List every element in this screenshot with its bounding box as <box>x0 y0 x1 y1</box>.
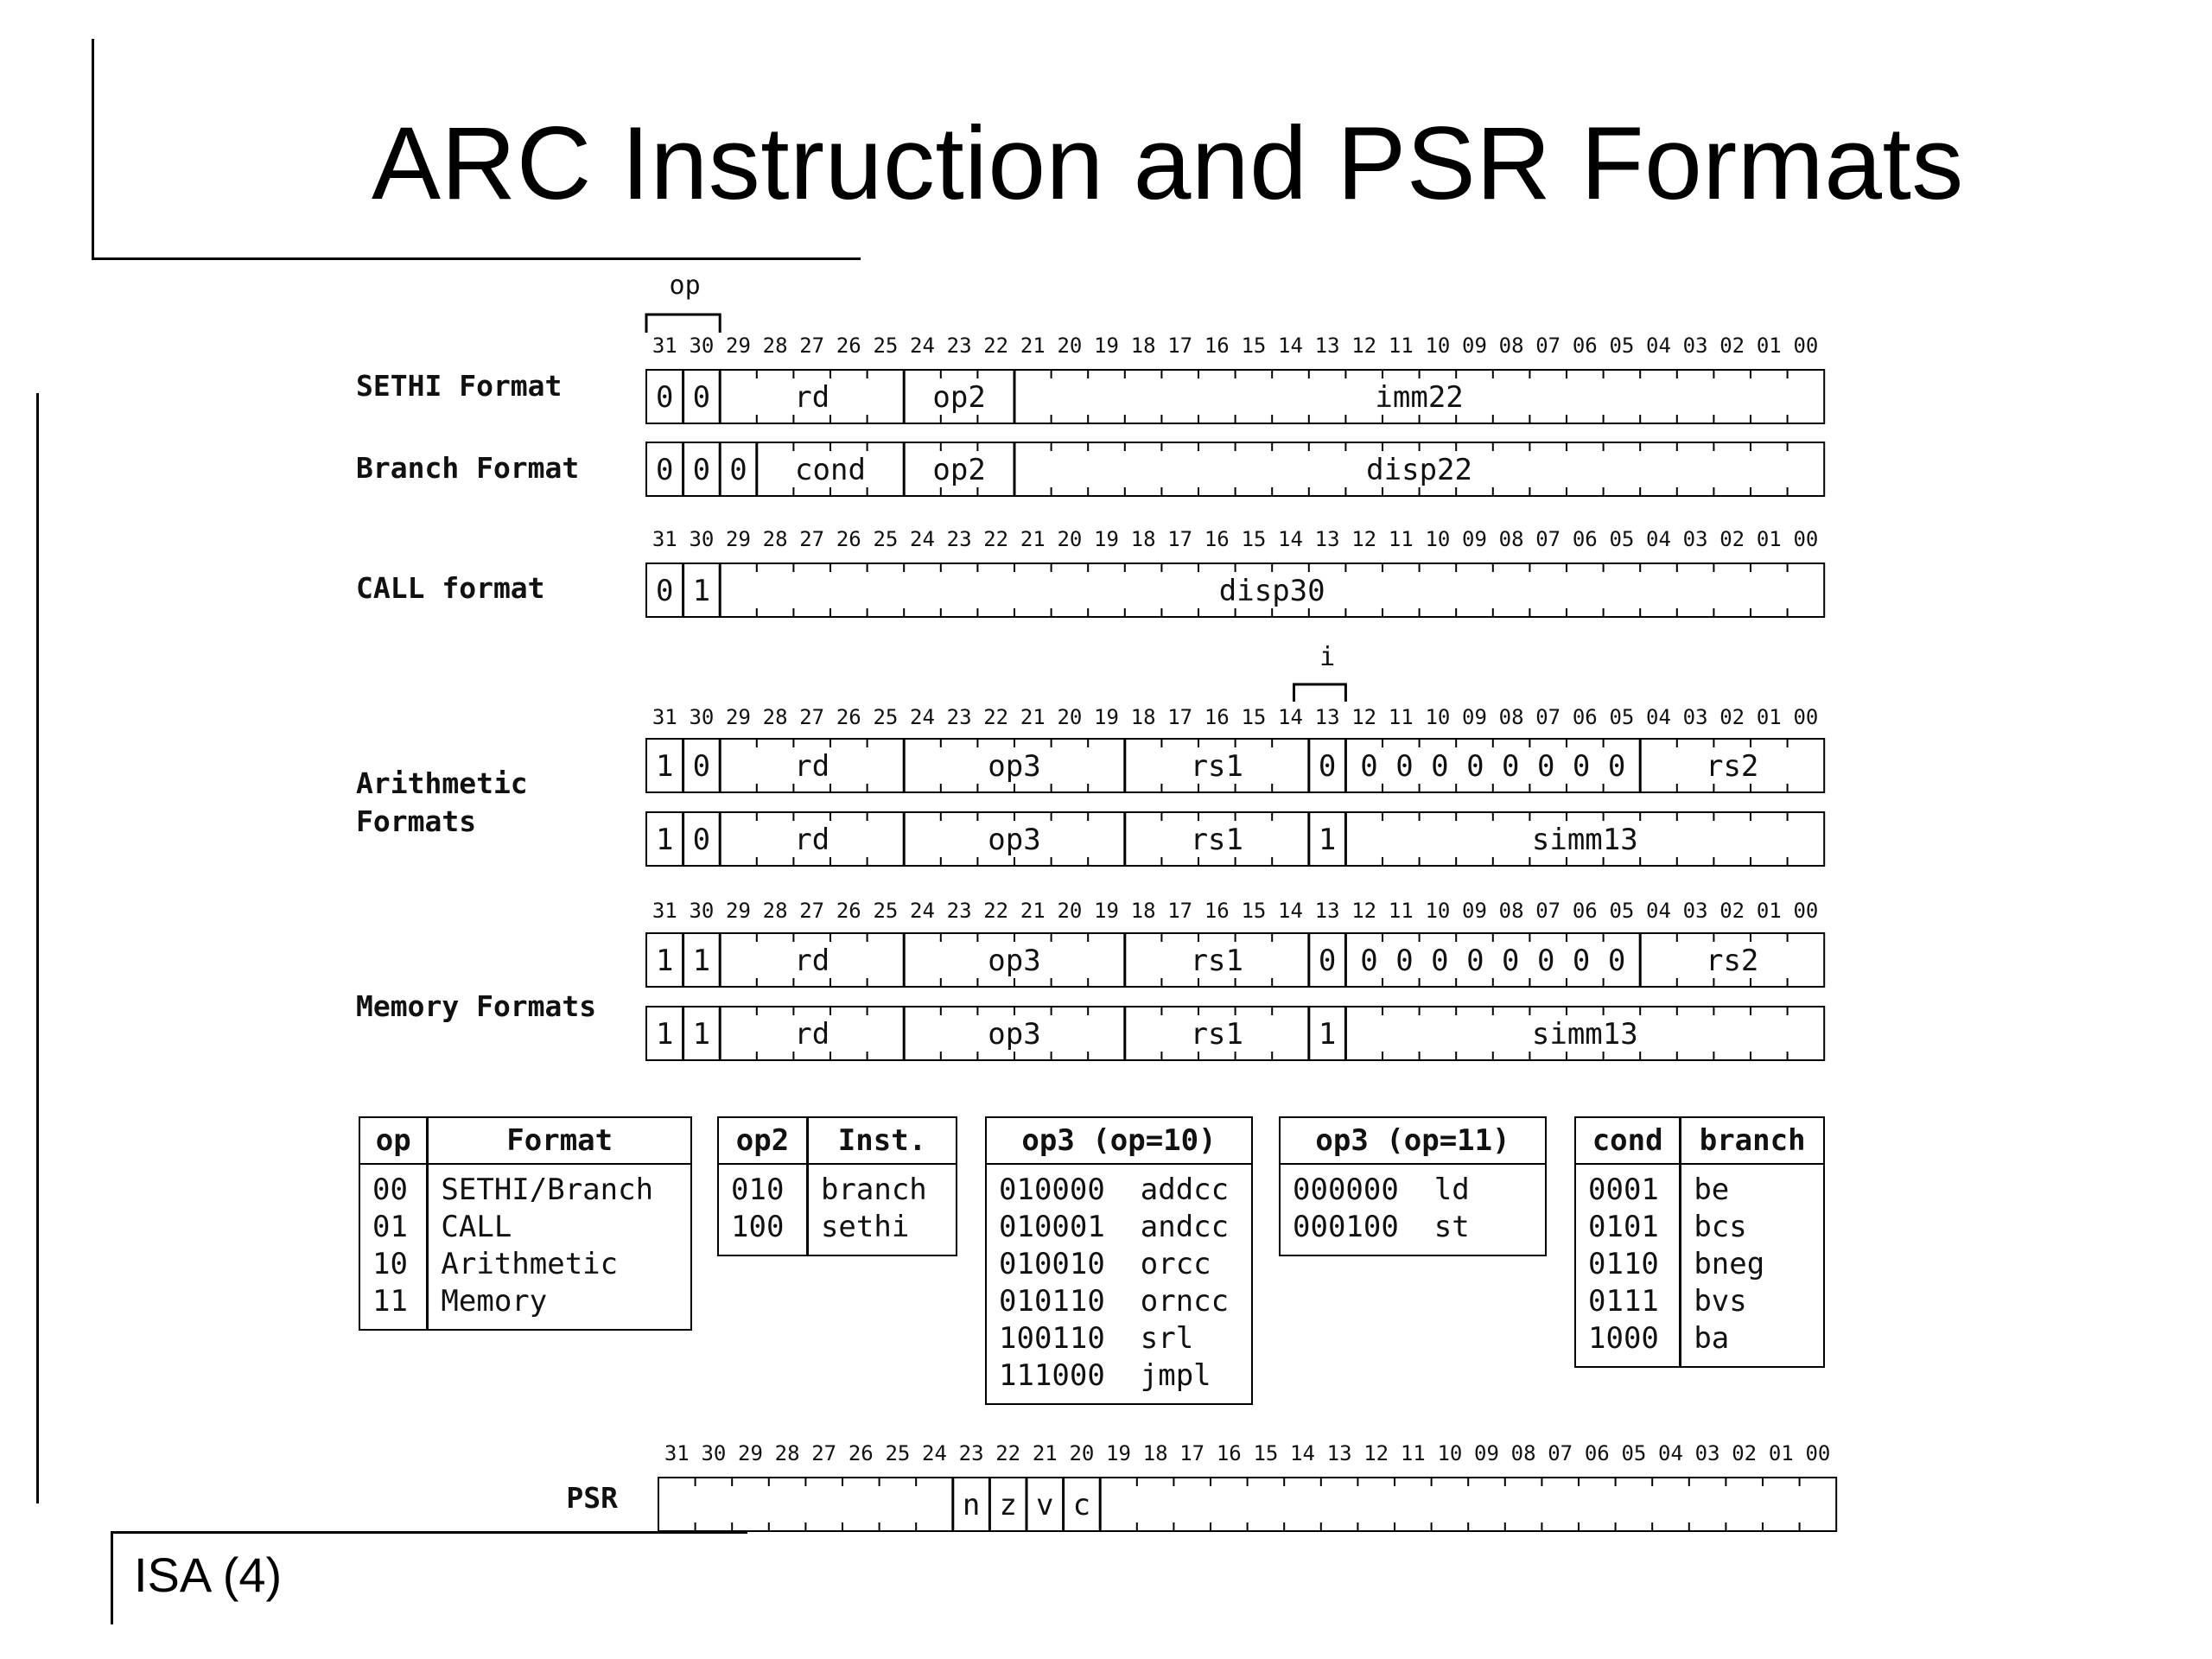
bit-number-label: 11 <box>1388 899 1414 923</box>
bit-number-label: 28 <box>762 527 788 551</box>
bit-number-label: 30 <box>689 334 715 358</box>
bit-number-label: 01 <box>1756 527 1782 551</box>
bit-number-label: 13 <box>1314 334 1340 358</box>
bit-number-label: 00 <box>1793 899 1819 923</box>
bit-number-label: 18 <box>1130 705 1156 729</box>
bit-number-label: 17 <box>1167 705 1193 729</box>
bit-number-label: 03 <box>1694 1441 1720 1465</box>
op-table-cell: CALL <box>441 1210 512 1244</box>
bit-number-label: 17 <box>1167 527 1193 551</box>
bit-number-label: 14 <box>1278 705 1303 729</box>
field-label: z <box>999 1488 1017 1522</box>
cond-table-header-branch: branch <box>1681 1117 1824 1164</box>
field-label: rs1 <box>1190 944 1244 978</box>
bit-number-label: 28 <box>762 899 788 923</box>
field-label: 1 <box>656 749 674 784</box>
field-label: 1 <box>692 574 711 608</box>
op-table-cell: Memory <box>441 1284 548 1319</box>
bit-number-label: 05 <box>1621 1441 1647 1465</box>
cond-table-cell: 0001 <box>1575 1164 1681 1209</box>
bit-number-label: 26 <box>848 1441 874 1465</box>
bit-number-label: 13 <box>1314 705 1340 729</box>
bit-number-label: 27 <box>799 705 825 729</box>
bit-number-label: 13 <box>1314 899 1340 923</box>
bit-number-label: 16 <box>1204 899 1230 923</box>
slide-footer: ISA (4) <box>134 1548 283 1602</box>
op2-table-cell: 100 <box>718 1209 807 1255</box>
bit-number-label: 16 <box>1204 334 1230 358</box>
slide-title: ARC Instruction and PSR Formats <box>372 105 1964 221</box>
bit-number-label: 30 <box>689 899 715 923</box>
bit-number-label: 18 <box>1130 899 1156 923</box>
bit-number-label: 02 <box>1719 705 1745 729</box>
field-label: 0 <box>1318 944 1337 978</box>
bit-number-label: 27 <box>799 334 825 358</box>
bit-number-label: 10 <box>1425 334 1451 358</box>
bit-number-label: 01 <box>1756 334 1782 358</box>
bit-number-label: 31 <box>652 334 677 358</box>
bit-number-label: 21 <box>1032 1441 1058 1465</box>
bit-number-label: 12 <box>1351 899 1377 923</box>
bit-number-label: 10 <box>1425 705 1451 729</box>
field-label: v <box>1036 1488 1054 1522</box>
bit-number-label: 24 <box>910 899 935 923</box>
bit-number-label: 08 <box>1498 334 1524 358</box>
field-label: 1 <box>656 1017 674 1052</box>
bit-number-label: 07 <box>1548 1441 1573 1465</box>
bit-number-label: 31 <box>652 527 677 551</box>
bit-number-label: 22 <box>983 527 1009 551</box>
field-label: 0 <box>692 749 711 784</box>
bit-number-label: 24 <box>910 334 935 358</box>
bit-number-label: 24 <box>922 1441 947 1465</box>
bit-number-label: 00 <box>1793 334 1819 358</box>
field-label: rd <box>794 1017 830 1052</box>
field-label: 1 <box>1318 823 1337 857</box>
field-label: rd <box>794 823 830 857</box>
bit-number-label: 18 <box>1130 527 1156 551</box>
bit-number-label: 18 <box>1130 334 1156 358</box>
bit-number-label: 31 <box>652 705 677 729</box>
bit-number-label: 23 <box>958 1441 984 1465</box>
op3-op11-row: 000100 st <box>1293 1210 1470 1244</box>
bit-number-label: 09 <box>1462 899 1487 923</box>
bit-number-label: 25 <box>873 334 899 358</box>
bit-number-label: 25 <box>873 527 899 551</box>
field-label: 0 0 0 0 0 0 0 0 <box>1360 944 1626 978</box>
cond-table-cell: bcs <box>1694 1210 1747 1244</box>
cond-table-cell: bneg <box>1694 1247 1765 1281</box>
bit-number-label: 01 <box>1756 899 1782 923</box>
bit-number-label: 14 <box>1278 334 1303 358</box>
bit-number-label: 15 <box>1241 705 1267 729</box>
bit-number-label: 30 <box>689 527 715 551</box>
bit-number-label: 07 <box>1535 899 1561 923</box>
bit-number-label: 22 <box>983 705 1009 729</box>
bit-number-label: 09 <box>1462 527 1487 551</box>
bit-number-label: 06 <box>1572 899 1598 923</box>
bit-number-label: 02 <box>1719 899 1745 923</box>
bit-number-label: 08 <box>1510 1441 1536 1465</box>
format-label: Formats <box>356 804 477 838</box>
bit-number-label: 11 <box>1388 334 1414 358</box>
bit-number-label: 08 <box>1498 899 1524 923</box>
format-label: SETHI Format <box>356 369 563 403</box>
bit-number-label: 27 <box>811 1441 837 1465</box>
bit-number-label: 09 <box>1462 705 1487 729</box>
bit-number-label: 19 <box>1094 899 1119 923</box>
bit-number-label: 25 <box>873 705 899 729</box>
field-label: 1 <box>692 944 711 978</box>
bit-number-label: 17 <box>1167 334 1193 358</box>
bit-number-label: 24 <box>910 527 935 551</box>
bit-number-label: 12 <box>1363 1441 1389 1465</box>
bit-number-label: 29 <box>726 334 751 358</box>
field-label: 0 <box>692 453 711 487</box>
bit-number-label: 03 <box>1682 334 1708 358</box>
bit-number-label: 24 <box>910 705 935 729</box>
bit-number-label: 15 <box>1241 527 1267 551</box>
field-label: op3 <box>988 823 1041 857</box>
bit-number-label: 10 <box>1425 899 1451 923</box>
bit-number-label: 05 <box>1609 527 1635 551</box>
bit-number-label: 22 <box>995 1441 1021 1465</box>
field-label: op3 <box>988 1017 1041 1052</box>
bit-number-label: 01 <box>1768 1441 1794 1465</box>
op-table-cell: Arithmetic <box>441 1247 619 1281</box>
bit-number-label: 21 <box>1020 527 1046 551</box>
op-table-cell: 10 <box>359 1246 428 1283</box>
bit-number-label: 01 <box>1756 705 1782 729</box>
cond-table-cell: 0111 <box>1575 1283 1681 1320</box>
bit-number-label: 27 <box>799 899 825 923</box>
op-bracket <box>646 315 720 333</box>
bit-number-label: 20 <box>1057 334 1083 358</box>
field-label: simm13 <box>1531 823 1638 857</box>
op2-table <box>717 1116 957 1256</box>
field-label: rd <box>794 944 830 978</box>
op-bracket-label: op <box>669 270 701 301</box>
bit-number-label: 06 <box>1572 527 1598 551</box>
bit-number-label: 00 <box>1793 527 1819 551</box>
field-label: disp22 <box>1366 453 1473 487</box>
bit-number-label: 11 <box>1388 705 1414 729</box>
field-label: op3 <box>988 944 1041 978</box>
bit-number-label: 21 <box>1020 899 1046 923</box>
field-label: 0 <box>729 453 747 487</box>
cond-table-cell: be <box>1694 1173 1730 1207</box>
op-table-cell: 01 <box>359 1209 428 1246</box>
bit-number-label: 10 <box>1437 1441 1463 1465</box>
psr-label: PSR <box>566 1481 618 1515</box>
field-label: c <box>1072 1488 1091 1522</box>
bit-number-label: 02 <box>1719 334 1745 358</box>
bit-number-label: 14 <box>1278 899 1303 923</box>
format-label: CALL format <box>356 571 545 605</box>
bit-number-label: 13 <box>1326 1441 1352 1465</box>
bit-number-label: 15 <box>1253 1441 1279 1465</box>
field-label: op3 <box>988 749 1041 784</box>
op3-op11-table-header: op3 (op=11) <box>1280 1117 1546 1164</box>
bit-number-label: 25 <box>873 899 899 923</box>
bit-number-label: 27 <box>799 527 825 551</box>
op-table-header-op: op <box>359 1117 428 1164</box>
format-label: Branch Format <box>356 451 580 485</box>
bit-number-label: 23 <box>946 527 972 551</box>
bit-number-label: 07 <box>1535 334 1561 358</box>
format-label: Arithmetic <box>356 766 528 800</box>
bit-number-label: 03 <box>1682 527 1708 551</box>
bit-number-label: 20 <box>1057 527 1083 551</box>
bit-number-label: 21 <box>1020 705 1046 729</box>
bit-number-label: 16 <box>1216 1441 1242 1465</box>
bit-number-label: 28 <box>762 705 788 729</box>
bit-number-label: 10 <box>1425 527 1451 551</box>
op3-op10-row: 010110 orncc <box>999 1284 1230 1319</box>
field-label: op2 <box>932 453 986 487</box>
bit-number-label: 29 <box>726 527 751 551</box>
op3-op10-row: 010001 andcc <box>999 1210 1230 1244</box>
field-label: op2 <box>932 380 986 415</box>
bit-number-label: 30 <box>689 705 715 729</box>
bit-number-label: 06 <box>1572 705 1598 729</box>
op-table-cell: SETHI/Branch <box>441 1173 654 1207</box>
bit-number-label: 12 <box>1351 527 1377 551</box>
field-label: n <box>962 1488 981 1522</box>
bit-number-label: 03 <box>1682 705 1708 729</box>
bit-number-label: 18 <box>1142 1441 1168 1465</box>
bit-number-label: 28 <box>774 1441 800 1465</box>
field-label: 1 <box>656 944 674 978</box>
bit-number-label: 11 <box>1400 1441 1426 1465</box>
op-table-cell: 11 <box>359 1283 428 1330</box>
bit-number-label: 04 <box>1646 705 1671 729</box>
bit-number-label: 07 <box>1535 527 1561 551</box>
bit-number-label: 02 <box>1732 1441 1758 1465</box>
field-label: 1 <box>656 823 674 857</box>
bit-number-label: 04 <box>1646 527 1671 551</box>
bit-number-label: 23 <box>946 899 972 923</box>
op2-table-header-inst: Inst. <box>807 1117 957 1164</box>
op3-op10-table <box>985 1116 1253 1405</box>
op3-op11-table <box>1279 1116 1547 1256</box>
cond-table-cell: 1000 <box>1575 1320 1681 1367</box>
field-label: rs1 <box>1190 1017 1244 1052</box>
field-label: 0 <box>692 380 711 415</box>
bit-number-label: 29 <box>738 1441 763 1465</box>
bit-number-label: 07 <box>1535 705 1561 729</box>
op2-table-cell: branch <box>820 1173 927 1207</box>
op3-op10-row: 010000 addcc <box>999 1173 1230 1207</box>
bit-number-label: 04 <box>1646 899 1671 923</box>
op-table-header-format: Format <box>428 1117 691 1164</box>
field-label: 0 <box>656 574 674 608</box>
bit-number-label: 28 <box>762 334 788 358</box>
bit-number-label: 05 <box>1609 705 1635 729</box>
bit-number-label: 26 <box>836 527 861 551</box>
op2-table-header-op2: op2 <box>718 1117 807 1164</box>
cond-table-cell: 0101 <box>1575 1209 1681 1246</box>
bit-number-label: 05 <box>1609 899 1635 923</box>
bit-number-label: 29 <box>726 705 751 729</box>
i-bracket-label: i <box>1319 642 1336 672</box>
field-label: cond <box>795 453 866 487</box>
bit-number-label: 15 <box>1241 899 1267 923</box>
bit-number-label: 14 <box>1278 527 1303 551</box>
bit-number-label: 20 <box>1057 899 1083 923</box>
field-label: 1 <box>692 1017 711 1052</box>
bit-number-label: 00 <box>1793 705 1819 729</box>
bit-number-label: 31 <box>664 1441 690 1465</box>
bit-number-label: 19 <box>1094 527 1119 551</box>
format-label: Memory Formats <box>356 989 597 1023</box>
bit-number-label: 08 <box>1498 705 1524 729</box>
op-table <box>359 1116 692 1331</box>
op-table-cell: 00 <box>359 1164 428 1209</box>
op2-table-cell: 010 <box>718 1164 807 1209</box>
op2-table-cell: sethi <box>820 1210 910 1244</box>
field-label: 0 <box>1318 749 1337 784</box>
field-label: imm22 <box>1375 380 1464 415</box>
i-bracket <box>1294 684 1346 702</box>
field-label: rs1 <box>1190 823 1244 857</box>
field-label: rs1 <box>1190 749 1244 784</box>
bit-number-label: 06 <box>1584 1441 1610 1465</box>
bit-number-label: 15 <box>1241 334 1267 358</box>
field-label: simm13 <box>1531 1017 1638 1052</box>
bit-number-label: 25 <box>885 1441 911 1465</box>
bit-number-label: 12 <box>1351 705 1377 729</box>
cond-table <box>1574 1116 1825 1368</box>
field-label: rd <box>794 749 830 784</box>
bit-number-label: 12 <box>1351 334 1377 358</box>
bit-number-label: 16 <box>1204 705 1230 729</box>
bit-number-label: 23 <box>946 334 972 358</box>
bit-number-label: 09 <box>1462 334 1487 358</box>
bit-number-label: 19 <box>1106 1441 1131 1465</box>
bit-number-label: 05 <box>1609 334 1635 358</box>
field-label: rd <box>794 380 830 415</box>
bit-number-label: 23 <box>946 705 972 729</box>
bit-number-label: 16 <box>1204 527 1230 551</box>
bit-number-label: 31 <box>652 899 677 923</box>
cond-table-cell: bvs <box>1694 1284 1747 1319</box>
bit-number-label: 26 <box>836 705 861 729</box>
bit-number-label: 03 <box>1682 899 1708 923</box>
field-label: rs2 <box>1705 944 1759 978</box>
bit-number-label: 19 <box>1094 705 1119 729</box>
bit-number-label: 19 <box>1094 334 1119 358</box>
field-label: 0 0 0 0 0 0 0 0 <box>1360 749 1626 784</box>
bit-number-label: 17 <box>1179 1441 1205 1465</box>
op3-op10-row: 010010 orcc <box>999 1247 1211 1281</box>
bit-number-label: 21 <box>1020 334 1046 358</box>
bit-number-label: 22 <box>983 334 1009 358</box>
cond-table-header-cond: cond <box>1575 1117 1681 1164</box>
bit-number-label: 04 <box>1658 1441 1683 1465</box>
bit-number-label: 30 <box>701 1441 727 1465</box>
bit-number-label: 14 <box>1290 1441 1315 1465</box>
cond-table-cell: 0110 <box>1575 1246 1681 1283</box>
bit-number-label: 20 <box>1057 705 1083 729</box>
op3-op11-row: 000000 ld <box>1293 1173 1470 1207</box>
bit-number-label: 06 <box>1572 334 1598 358</box>
bit-number-label: 26 <box>836 334 861 358</box>
bit-number-label: 11 <box>1388 527 1414 551</box>
bit-number-label: 08 <box>1498 527 1524 551</box>
bit-number-label: 20 <box>1069 1441 1095 1465</box>
bit-number-label: 04 <box>1646 334 1671 358</box>
field-label: 0 <box>656 380 674 415</box>
bit-number-label: 17 <box>1167 899 1193 923</box>
bit-number-label: 26 <box>836 899 861 923</box>
field-label: 1 <box>1318 1017 1337 1052</box>
op3-op10-row: 100110 srl <box>999 1321 1194 1356</box>
op3-op10-row: 111000 jmpl <box>999 1358 1211 1393</box>
bit-number-label: 29 <box>726 899 751 923</box>
bit-number-label: 02 <box>1719 527 1745 551</box>
field-label: rs2 <box>1705 749 1759 784</box>
bit-number-label: 09 <box>1474 1441 1499 1465</box>
bit-number-label: 00 <box>1805 1441 1831 1465</box>
bit-number-label: 22 <box>983 899 1009 923</box>
cond-table-cell: ba <box>1694 1321 1730 1356</box>
field-label: 0 <box>692 823 711 857</box>
op3-op10-table-header: op3 (op=10) <box>986 1117 1252 1164</box>
bit-number-label: 13 <box>1314 527 1340 551</box>
field-label: disp30 <box>1218 574 1325 608</box>
field-label: 0 <box>656 453 674 487</box>
